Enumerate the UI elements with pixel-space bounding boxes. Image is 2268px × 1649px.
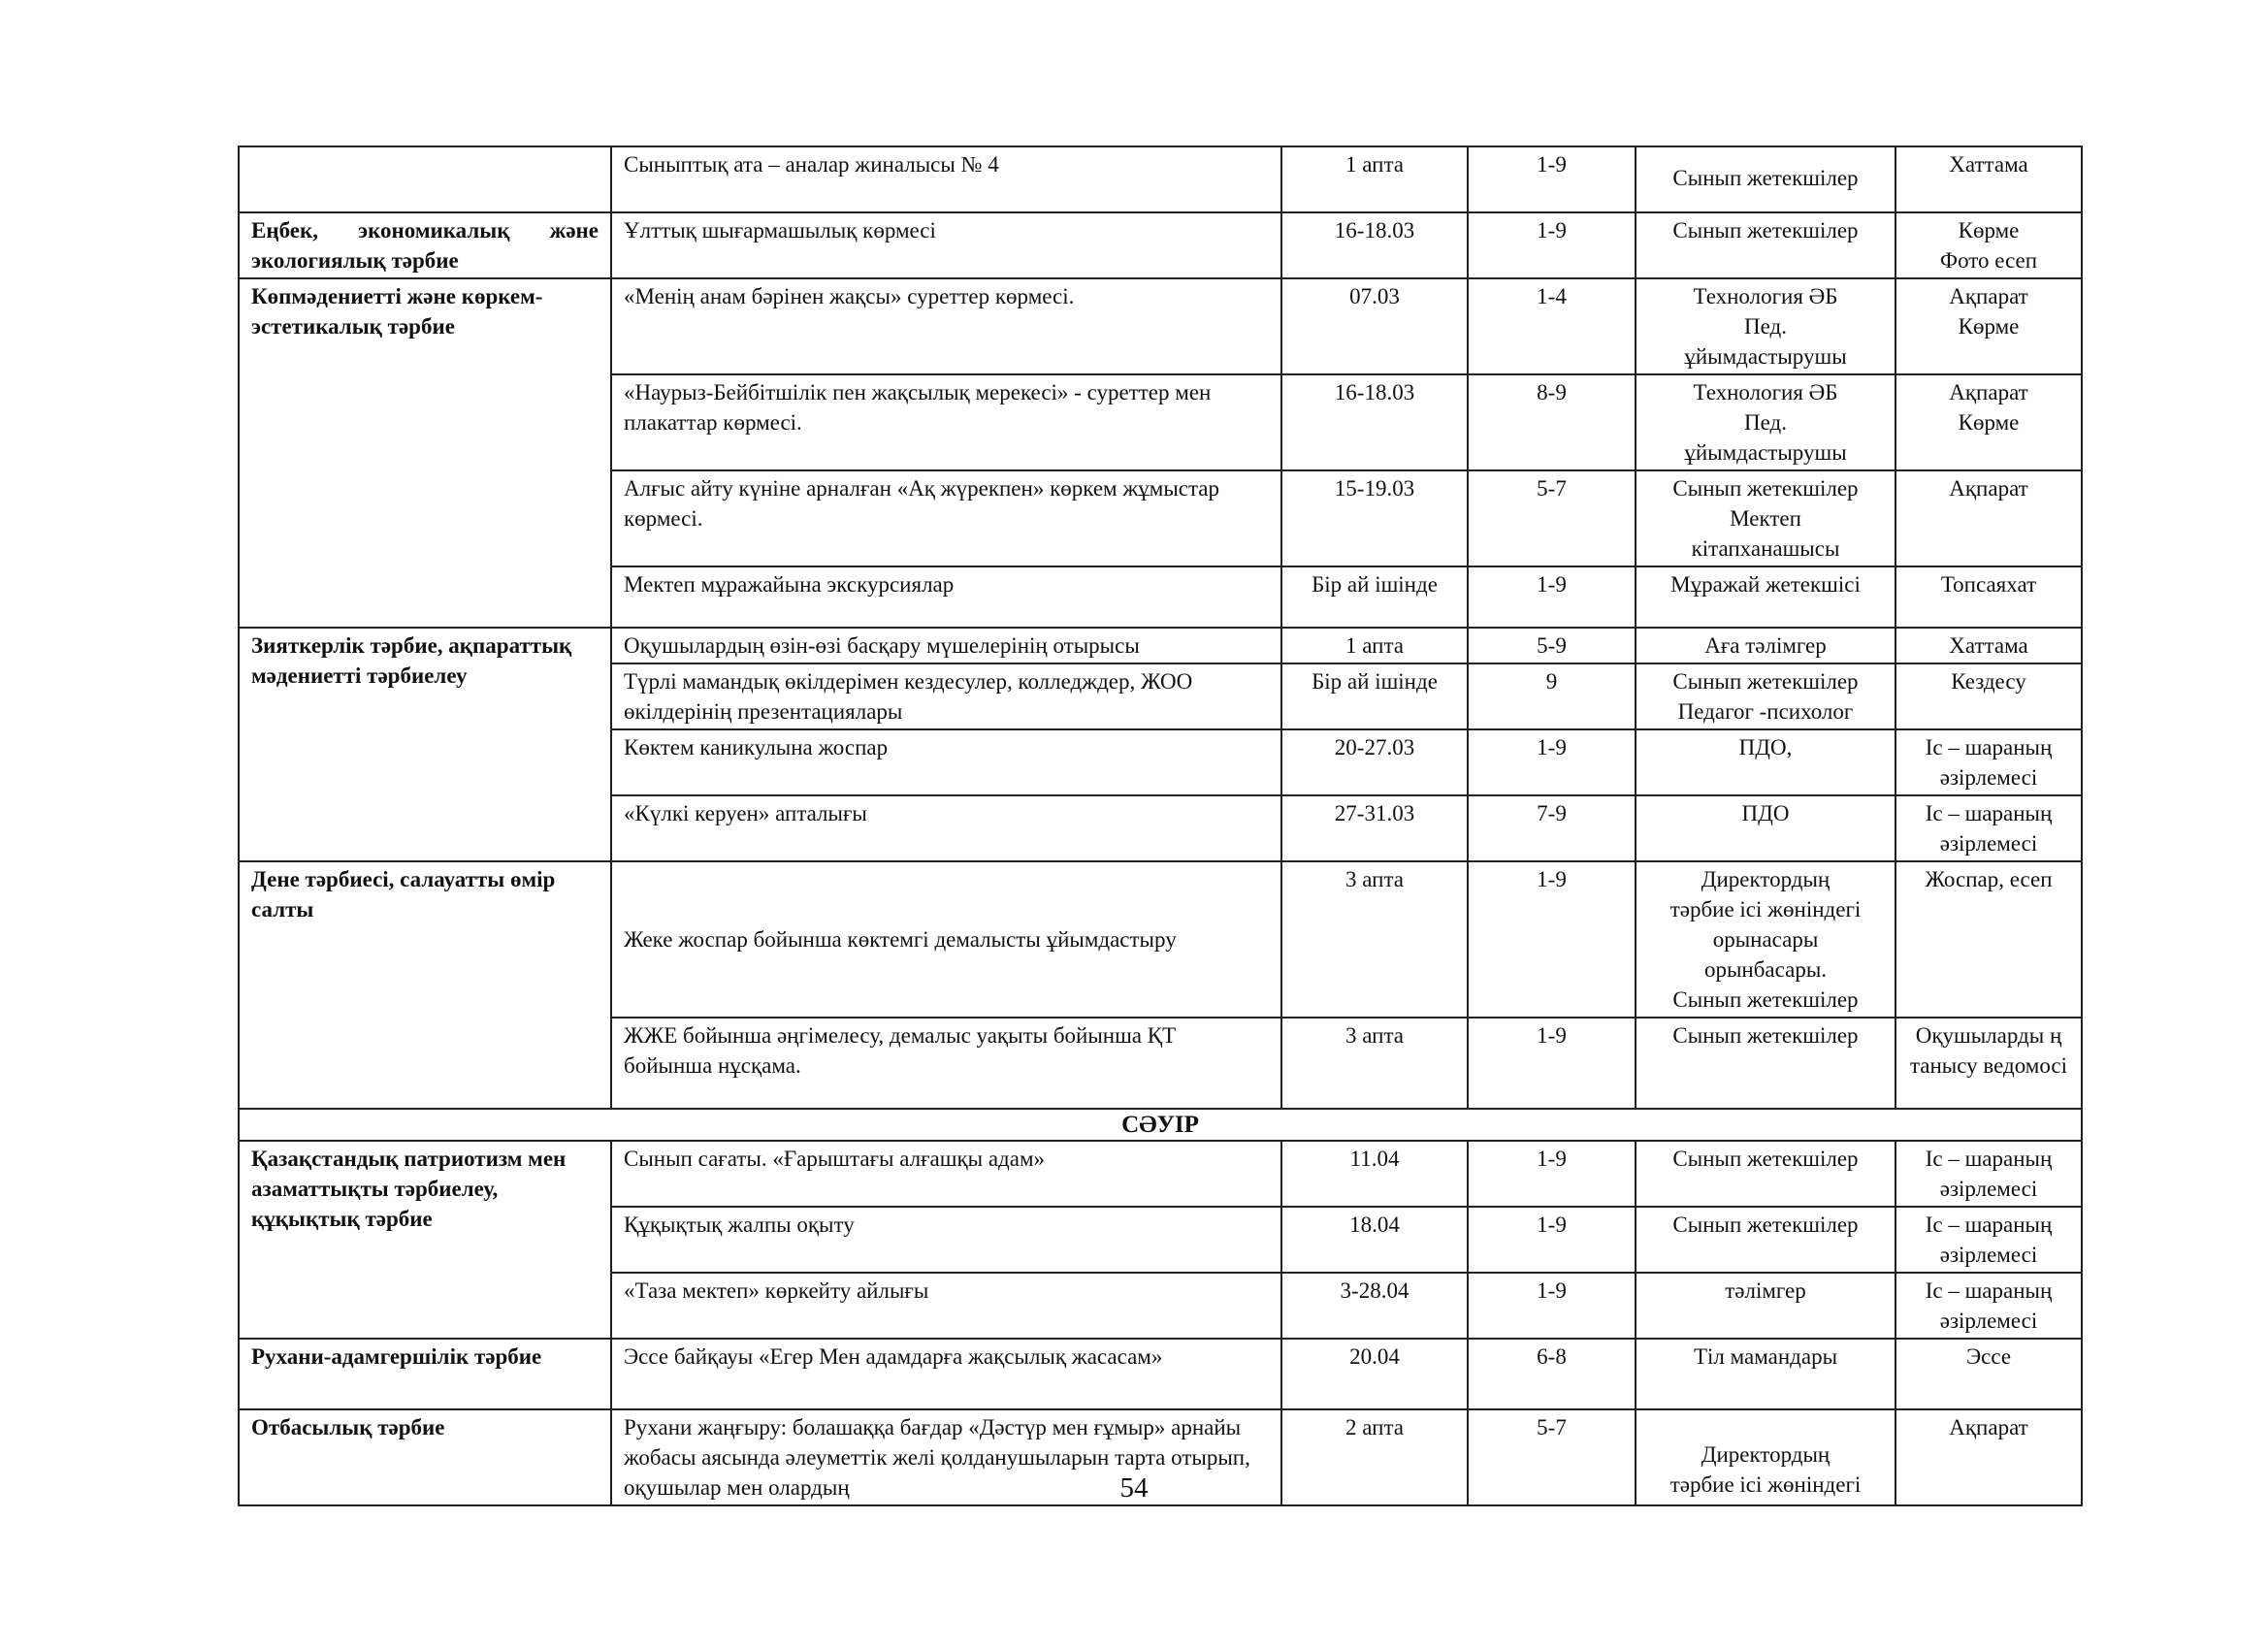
responsible-cell: Мұражай жетекшісі bbox=[1636, 566, 1895, 628]
date-cell: 3 апта bbox=[1281, 1018, 1468, 1109]
responsible-line: орынасары bbox=[1712, 927, 1819, 952]
date-cell: 18.04 bbox=[1281, 1207, 1468, 1273]
event-cell: ЖЖЕ бойынша әңгімелесу, демалыс уақыты бойынша ҚТ бойынша нұсқама. bbox=[611, 1018, 1281, 1109]
form-cell bbox=[1895, 212, 2082, 278]
responsible-cell bbox=[1636, 470, 1895, 566]
grade-cell: 6-8 bbox=[1468, 1339, 1636, 1409]
date-cell: 16-18.03 bbox=[1281, 212, 1468, 278]
responsible-line: Пед. bbox=[1744, 410, 1787, 435]
responsible-cell bbox=[1636, 861, 1895, 1018]
responsible-cell: Сынып жетекшілер bbox=[1636, 1207, 1895, 1273]
grade-cell: 1-9 bbox=[1468, 212, 1636, 278]
grade-cell: 1-9 bbox=[1468, 1141, 1636, 1207]
date-cell: 11.04 bbox=[1281, 1141, 1468, 1207]
date-cell: 1 апта bbox=[1281, 628, 1468, 663]
date-cell: Бір ай ішінде bbox=[1281, 663, 1468, 729]
grade-cell: 8-9 bbox=[1468, 374, 1636, 470]
event-cell: Эссе байқауы «Егер Мен адамдарға жақсылық жасасам» bbox=[611, 1339, 1281, 1409]
grade-cell: 1-9 bbox=[1468, 1273, 1636, 1339]
form-cell: Оқушыларды ң танысу ведомосі bbox=[1895, 1018, 2082, 1109]
responsible-line: кітапханашысы bbox=[1691, 536, 1840, 561]
date-cell: 3 апта bbox=[1281, 861, 1468, 1018]
event-cell: «Күлкі керуен» апталығы bbox=[611, 795, 1281, 861]
date-cell: Бір ай ішінде bbox=[1281, 566, 1468, 628]
form-cell: Іс – шараның әзірлемесі bbox=[1895, 795, 2082, 861]
section-intellectual: Зияткерлік тәрбие, ақпараттық мәдениетті тәрбиелеу bbox=[239, 628, 611, 861]
responsible-line: орынбасары. bbox=[1703, 957, 1828, 982]
responsible-cell bbox=[1636, 278, 1895, 374]
grade-cell: 1-9 bbox=[1468, 566, 1636, 628]
event-cell: Түрлі мамандық өкілдерімен кездесулер, колледждер, ЖОО өкілдерінің презентациялары bbox=[611, 663, 1281, 729]
responsible-cell: Сынып жетекшілер bbox=[1636, 212, 1895, 278]
section-health: Дене тәрбиесі, салауатты өмір салты bbox=[239, 861, 611, 1109]
grade-cell: 5-9 bbox=[1468, 628, 1636, 663]
event-cell: «Менің анам бәрінен жақсы» суреттер көрмесі. bbox=[611, 278, 1281, 374]
event-cell: «Наурыз-Бейбітшілік пен жақсылық мерекесі» - суреттер мен плакаттар көрмесі. bbox=[611, 374, 1281, 470]
responsible-line: Сынып жетекшілер bbox=[1672, 476, 1859, 501]
responsible-cell bbox=[1636, 374, 1895, 470]
page-number: 54 bbox=[1119, 1472, 1149, 1504]
date-cell: 07.03 bbox=[1281, 278, 1468, 374]
event-cell: Ұлттық шығармашылық көрмесі bbox=[611, 212, 1281, 278]
table-row bbox=[239, 278, 2082, 374]
responsible-line: Технология ӘБ bbox=[1693, 380, 1838, 404]
table-row bbox=[239, 861, 2082, 1018]
section-patriotism: Қазақстандық патриотизм мен азаматтықты тәрбиелеу, құқықтық тәрбие bbox=[239, 1141, 611, 1339]
responsible-line: Директордың bbox=[1701, 1442, 1831, 1467]
form-cell: Эссе bbox=[1895, 1339, 2082, 1409]
form-cell: Кездесу bbox=[1895, 663, 2082, 729]
responsible-line: Сынып жетекшілер bbox=[1672, 669, 1859, 694]
form-cell: Хаттама bbox=[1895, 146, 2082, 212]
table-row bbox=[239, 628, 2082, 663]
form-line: Көрме bbox=[1958, 314, 2020, 339]
event-cell: Сынып сағаты. «Ғарыштағы алғашқы адам» bbox=[611, 1141, 1281, 1207]
responsible-line: Мектеп bbox=[1730, 506, 1801, 531]
form-cell: Хаттама bbox=[1895, 628, 2082, 663]
event-cell: Жеке жоспар бойынша көктемгі демалысты ұйымдастыру bbox=[611, 861, 1281, 1018]
table-row bbox=[239, 146, 2082, 212]
month-row bbox=[239, 1109, 2082, 1141]
grade-cell: 5-7 bbox=[1468, 470, 1636, 566]
responsible-cell bbox=[1636, 663, 1895, 729]
event-cell: Сыныптық ата – аналар жиналысы № 4 bbox=[611, 146, 1281, 212]
form-line: Көрме bbox=[1958, 410, 2020, 435]
event-cell: Құқықтық жалпы оқыту bbox=[611, 1207, 1281, 1273]
table-row bbox=[239, 1141, 2082, 1207]
responsible-line: тәрбие ісі жөніндегі bbox=[1669, 1472, 1862, 1497]
form-cell bbox=[1895, 278, 2082, 374]
responsible-cell: Сынып жетекшілер bbox=[1636, 1141, 1895, 1207]
date-cell: 20.04 bbox=[1281, 1339, 1468, 1409]
grade-cell: 1-9 bbox=[1468, 1018, 1636, 1109]
responsible-line: ұйымдастырушы bbox=[1684, 440, 1847, 465]
plan-table bbox=[238, 146, 2083, 1506]
responsible-cell: Аға тәлімгер bbox=[1636, 628, 1895, 663]
grade-cell: 5-7 bbox=[1468, 1409, 1636, 1505]
event-cell: Алғыс айту күніне арналған «Ақ жүрекпен» көркем жұмыстар көрмесі. bbox=[611, 470, 1281, 566]
grade-cell: 9 bbox=[1468, 663, 1636, 729]
grade-cell: 7-9 bbox=[1468, 795, 1636, 861]
responsible-line: тәрбие ісі жөніндегі bbox=[1669, 897, 1862, 922]
date-cell: 20-27.03 bbox=[1281, 729, 1468, 795]
responsible-line: Технология ӘБ bbox=[1693, 284, 1838, 308]
responsible-line: Сынып жетекшілер bbox=[1672, 987, 1859, 1012]
form-cell: Іс – шараның әзірлемесі bbox=[1895, 729, 2082, 795]
section-family: Отбасылық тәрбие bbox=[239, 1409, 611, 1505]
event-cell: Оқушылардың өзін-өзі басқару мүшелерінің отырысы bbox=[611, 628, 1281, 663]
responsible-line: Директордың bbox=[1701, 867, 1831, 891]
form-line: Көрме bbox=[1958, 218, 2020, 242]
form-line: Фото есеп bbox=[1939, 248, 2038, 273]
responsible-cell bbox=[1636, 146, 1895, 212]
table-row bbox=[239, 1339, 2082, 1409]
date-cell: 2 апта bbox=[1281, 1409, 1468, 1505]
responsible-line: Пед. bbox=[1744, 314, 1787, 339]
date-cell: 27-31.03 bbox=[1281, 795, 1468, 861]
event-cell: Рухани жаңғыру: болашаққа бағдар «Дәстүр мен ғұмыр» арнайы жобасы аясында әлеуметтік желі қолданушыларын тарта отырып, оқушылар мен олардың bbox=[611, 1409, 1281, 1505]
form-cell: Іс – шараның әзірлемесі bbox=[1895, 1207, 2082, 1273]
grade-cell: 1-9 bbox=[1468, 729, 1636, 795]
responsible-line: Педагог -психолог bbox=[1677, 699, 1854, 724]
form-cell: Ақпарат bbox=[1895, 470, 2082, 566]
section-culture: Көпмәдениетті және көркем-эстетикалық тәрбие bbox=[239, 278, 611, 628]
date-cell: 1 апта bbox=[1281, 146, 1468, 212]
event-cell: Көктем каникулына жоспар bbox=[611, 729, 1281, 795]
form-cell: Іс – шараның әзірлемесі bbox=[1895, 1273, 2082, 1339]
event-cell: «Таза мектеп» көркейту айлығы bbox=[611, 1273, 1281, 1339]
form-cell bbox=[1895, 374, 2082, 470]
responsible-cell: Тіл мамандары bbox=[1636, 1339, 1895, 1409]
responsible-text: Сынып жетекшілер bbox=[1672, 166, 1859, 190]
grade-cell: 1-9 bbox=[1468, 146, 1636, 212]
form-cell: Жоспар, есеп bbox=[1895, 861, 2082, 1018]
grade-cell: 1-9 bbox=[1468, 1207, 1636, 1273]
date-cell: 3-28.04 bbox=[1281, 1273, 1468, 1339]
month-header: СӘУІР bbox=[239, 1109, 2082, 1141]
section-cell bbox=[239, 146, 611, 212]
section-labor: Еңбек, экономикалық және экологиялық тәрбие bbox=[239, 212, 611, 278]
grade-cell: 1-9 bbox=[1468, 861, 1636, 1018]
responsible-cell: ПДО bbox=[1636, 795, 1895, 861]
responsible-line: ұйымдастырушы bbox=[1684, 344, 1847, 369]
responsible-cell: тәлімгер bbox=[1636, 1273, 1895, 1339]
form-cell: Ақпарат bbox=[1895, 1409, 2082, 1505]
date-cell: 15-19.03 bbox=[1281, 470, 1468, 566]
form-line: Ақпарат bbox=[1949, 284, 2028, 308]
responsible-cell: ПДО, bbox=[1636, 729, 1895, 795]
section-moral: Рухани-адамгершілік тәрбие bbox=[239, 1339, 611, 1409]
table-row bbox=[239, 212, 2082, 278]
form-line: Ақпарат bbox=[1949, 380, 2028, 404]
form-cell: Топсаяхат bbox=[1895, 566, 2082, 628]
responsible-cell: Сынып жетекшілер bbox=[1636, 1018, 1895, 1109]
date-cell: 16-18.03 bbox=[1281, 374, 1468, 470]
grade-cell: 1-4 bbox=[1468, 278, 1636, 374]
event-cell: Мектеп мұражайына экскурсиялар bbox=[611, 566, 1281, 628]
form-cell: Іс – шараның әзірлемесі bbox=[1895, 1141, 2082, 1207]
